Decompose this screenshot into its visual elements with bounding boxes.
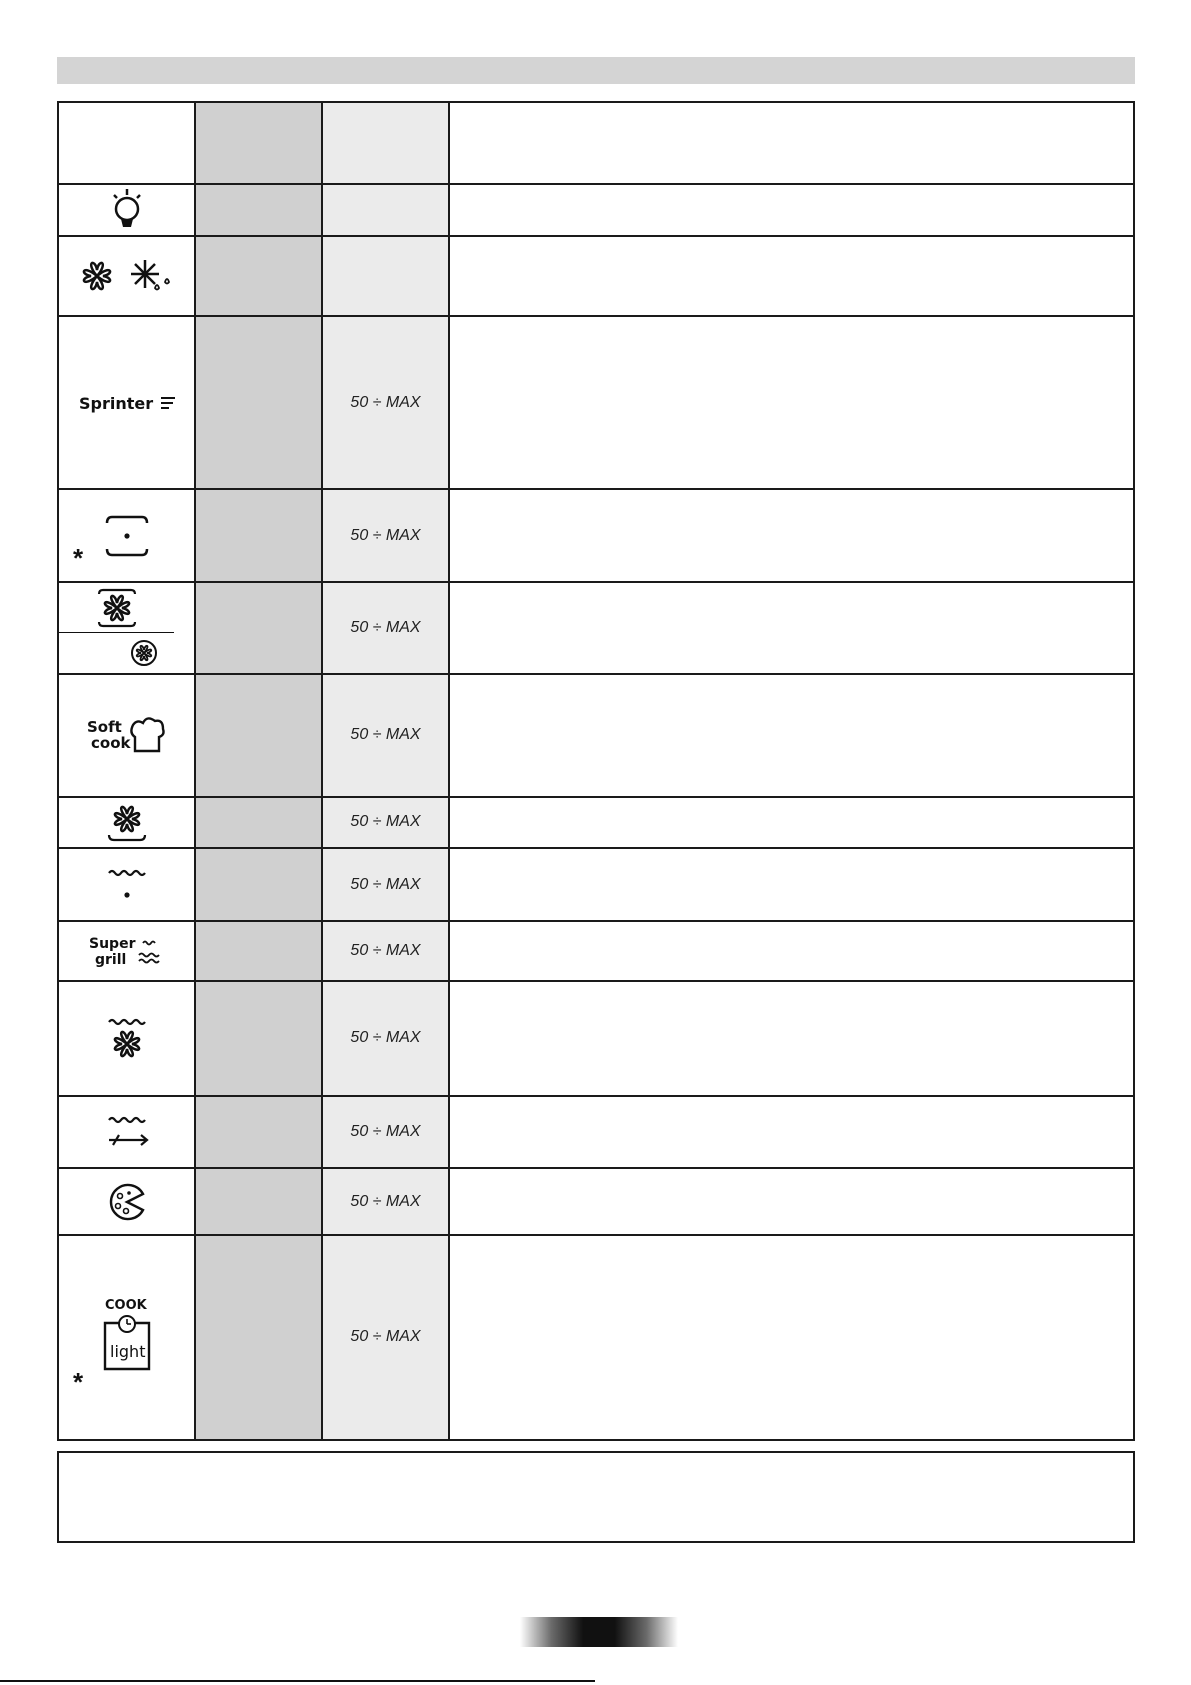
temperature-range: 50 ÷ MAX [350, 726, 421, 744]
table-row [58, 1235, 1134, 1440]
table-row [58, 1168, 1134, 1234]
icon-cell [58, 184, 195, 235]
svg-text:Sprinter: Sprinter [78, 393, 153, 413]
table-row [58, 797, 1134, 848]
icon-cell [58, 848, 195, 921]
table-row [58, 674, 1134, 797]
sprinter-icon [77, 390, 177, 416]
table-row [58, 921, 1134, 980]
pizza-icon [107, 1182, 147, 1222]
temperature-range: 50 ÷ MAX [350, 875, 421, 893]
icon-cell [58, 921, 195, 980]
asterisk-note-marker: * [73, 543, 84, 574]
icon-cell [58, 1235, 195, 1440]
svg-text:COOK: COOK [104, 1298, 147, 1314]
temperature-range: 50 ÷ MAX [350, 941, 421, 959]
icon-cell [58, 236, 195, 316]
fan-defrost-icon [77, 256, 177, 296]
soft-cook-icon [85, 713, 169, 757]
icon-cell [58, 1096, 195, 1168]
temperature-range: 50 ÷ MAX [350, 393, 421, 411]
table-row [58, 582, 1134, 673]
header-col3 [322, 102, 449, 184]
grill-rotisserie-icon [103, 1112, 151, 1152]
svg-text:light: light [109, 1342, 145, 1362]
lamp-icon [107, 187, 147, 233]
temperature-range: 50 ÷ MAX [350, 1123, 421, 1141]
icon-cell [58, 797, 195, 848]
grill-icon [105, 865, 149, 905]
svg-text:cook: cook [90, 734, 130, 753]
oven-function-table [57, 101, 1135, 1441]
fan-grill-icon [105, 1014, 149, 1062]
temperature-range: 50 ÷ MAX [350, 619, 421, 637]
header-col2 [195, 102, 322, 184]
super-grill-icon [87, 933, 167, 969]
table-row [58, 981, 1134, 1097]
table-row [58, 848, 1134, 921]
icon-cell [58, 981, 195, 1097]
table-row [58, 1096, 1134, 1168]
svg-text:Super: Super [88, 935, 135, 952]
temperature-range: 50 ÷ MAX [350, 526, 421, 544]
footer-rule [0, 1680, 595, 1682]
fan-ring-icon [95, 588, 139, 628]
page-number-tab [520, 1617, 678, 1647]
table-row [58, 184, 1134, 235]
asterisk-note-marker: * [73, 1367, 84, 1397]
table-row [58, 316, 1134, 489]
temperature-range: 50 ÷ MAX [350, 1328, 421, 1346]
fan-bottom-icon [105, 801, 149, 843]
icon-cell [58, 316, 195, 489]
static-oven-icon [102, 511, 152, 561]
header-icon-cell [58, 102, 195, 184]
cook-light-icon [97, 1297, 157, 1377]
svg-text:grill: grill [94, 951, 126, 968]
table-row [58, 489, 1134, 582]
icon-cell [58, 674, 195, 797]
icon-cell [58, 489, 195, 582]
note-box [57, 1451, 1135, 1543]
temperature-range: 50 ÷ MAX [350, 1029, 421, 1047]
temperature-range: 50 ÷ MAX [350, 813, 421, 831]
section-header-band [57, 57, 1135, 84]
svg-text:Soft: Soft [86, 718, 122, 737]
header-description [449, 102, 1134, 184]
fan-circle-icon [129, 638, 159, 668]
table-header-row [58, 102, 1134, 184]
temperature-range: 50 ÷ MAX [350, 1192, 421, 1210]
table-row [58, 236, 1134, 316]
icon-cell [58, 1168, 195, 1234]
icon-cell [58, 582, 195, 673]
